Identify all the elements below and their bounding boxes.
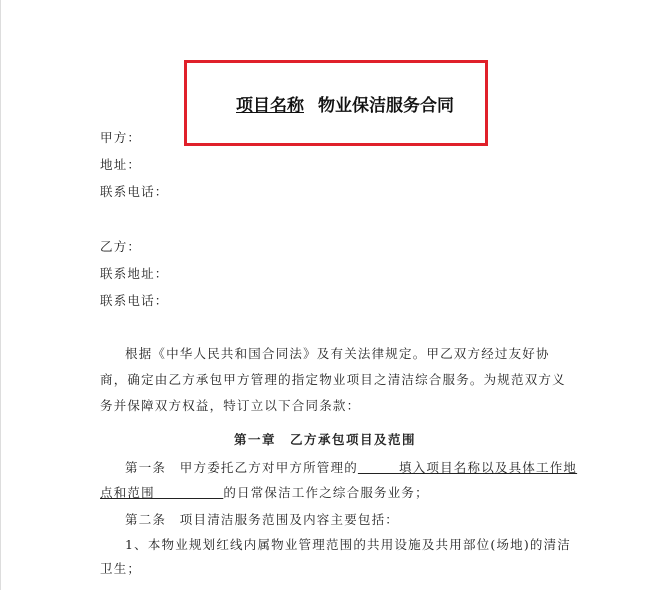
page-edge (0, 0, 1, 590)
party-b-label: 乙方： (100, 239, 142, 254)
preamble-line: 务并保障双方权益，特订立以下合同条款： (100, 398, 361, 413)
item-1: 1、本物业规划红线内属物业管理范围的共用设施及共用部位(场地)的清洁 (125, 537, 572, 552)
article-1-fill[interactable]: 填入项目名称以及具体工作地 (357, 460, 578, 475)
article-1-cont (100, 485, 429, 501)
party-a-address: 地址： (100, 157, 142, 172)
article-1-text: 的日常保洁工作之综合服务业务； (223, 485, 429, 500)
project-name-blank[interactable]: 项目名称 (236, 96, 304, 116)
item-1-cont: 卫生； (100, 561, 142, 576)
party-a-phone: 联系电话： (100, 184, 169, 199)
chapter-heading: 第一章 乙方承包项目及范围 (233, 432, 416, 447)
document-title (187, 91, 485, 116)
article-1 (125, 460, 577, 476)
title-highlight-box (184, 60, 488, 146)
article-2: 第二条 项目清洁服务范围及内容主要包括： (125, 512, 400, 527)
title-text: 物业保洁服务合同 (318, 96, 454, 116)
party-b-address: 联系地址： (100, 266, 169, 281)
party-b-phone: 联系电话： (100, 293, 169, 308)
preamble-line: 商，确定由乙方承包甲方管理的指定物业项目之清洁综合服务。为规范双方义 (100, 372, 566, 387)
party-a-label: 甲方： (100, 130, 142, 145)
article-1-fill[interactable]: 点和范围 (100, 485, 224, 500)
preamble-line: 根据《中华人民共和国合同法》及有关法律规定。甲乙双方经过友好协 (125, 346, 550, 361)
article-1-text: 第一条 甲方委托乙方对甲方所管理的 (125, 460, 358, 475)
